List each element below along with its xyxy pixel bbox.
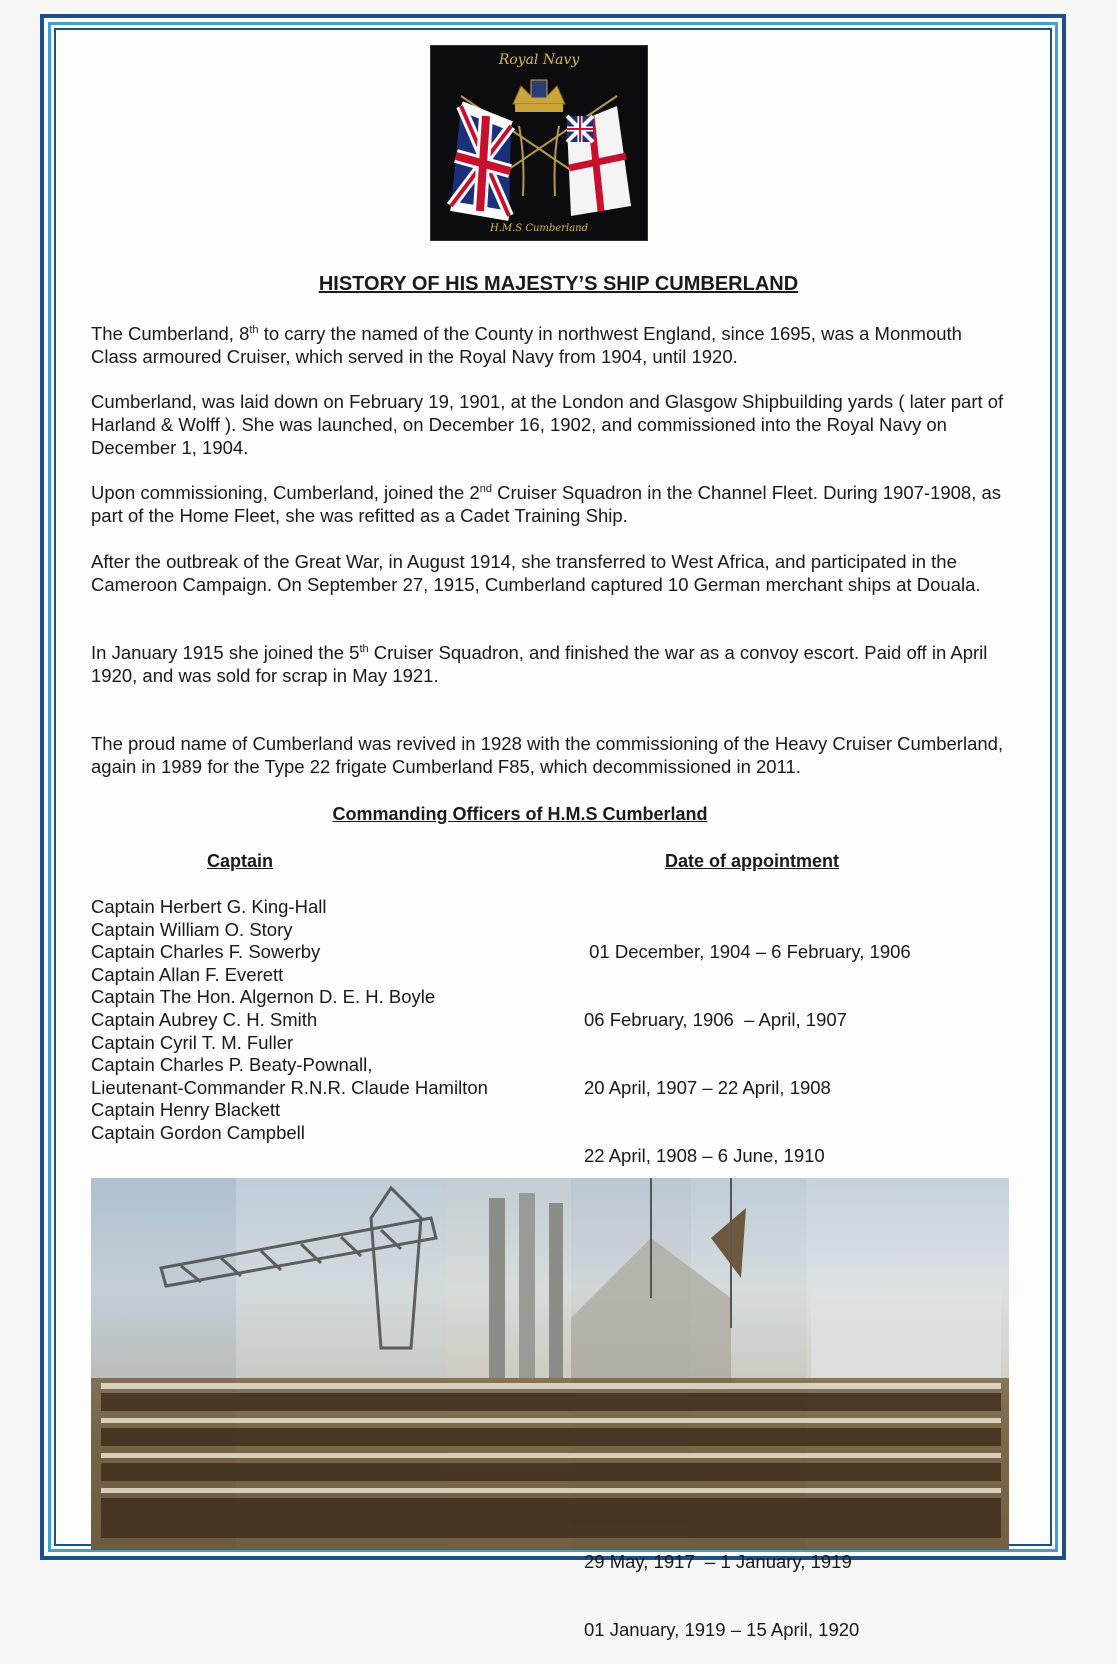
crest-top-text: Royal Navy (498, 52, 580, 68)
paragraph-commissioning: Upon commissioning, Cumberland, joined the 2nd Cruiser Squadron in the Channel Fleet. During 1907-1908, as part of the Home Fleet, she was refitted as a Cadet Training Ship. (91, 482, 1002, 526)
crest-bottom-text: H.M.S Cumberland (489, 223, 589, 234)
captain-entry: Captain Herbert G. King-Hall (91, 896, 327, 917)
captain-entry: Lieutenant-Commander R.N.R. Claude Hamilton (91, 1076, 488, 1098)
officers-heading: Commanding Officers of H.M.S Cumberland (332, 804, 708, 824)
paragraph-convoy: In January 1915 she joined the 5th Cruiser Squadron, and finished the war as a convoy escort. Paid off in April 1920, and was sold for scrap in May 1921. (91, 642, 988, 686)
royal-navy-crest-image (430, 45, 648, 241)
paragraph-intro: The Cumberland, 8th to carry the named of the County in northwest England, since 1695, was a Monmouth Class armoured Cruiser, which served in the Royal Navy from 1904, until 1920. (91, 323, 962, 367)
date-entry: 06 February, 1906 – April, 1907 (584, 1008, 847, 1030)
captain-entry: Captain Aubrey C. H. Smith (91, 1008, 318, 1030)
union-flag-icon (451, 106, 511, 216)
captain-entry: Captain Allan F. Everett (91, 963, 284, 985)
captain-column-header: Captain (207, 851, 274, 871)
captain-entry: Captain William O. Story (91, 918, 293, 940)
crew-photo-illustration (91, 1178, 1009, 1550)
date-entry: 22 April, 1908 – 6 June, 1910 (584, 1144, 825, 1166)
captain-entry: Captain Cyril T. M. Fuller (91, 1031, 294, 1053)
captain-entry: Captain Henry Blackett (91, 1099, 281, 1121)
paragraph-construction: Cumberland, was laid down on February 19, 1901, at the London and Glasgow Shipbuilding yards ( later part of Harland & Wolff ). She was launched, on December 16, 1902, and commissioned into the Royal Navy on December 1, 1904. (91, 391, 1004, 458)
captain-entry: Captain Charles F. Sowerby (91, 941, 321, 963)
ship-crew-panorama-photo (91, 1178, 1009, 1550)
captain-list (91, 896, 488, 1145)
white-ensign-icon (567, 106, 631, 216)
paragraph-great-war: After the outbreak of the Great War, in August 1914, she transferred to West Africa, and participated in the Cameroon Campaign. On September 27, 1915, Cumberland captured 10 German merchant ships at Douala. (91, 551, 981, 595)
captain-entry: Captain The Hon. Algernon D. E. H. Boyle (91, 986, 436, 1008)
date-entry: 01 January, 1919 – 15 April, 1920 (584, 1619, 860, 1640)
page-title: HISTORY OF HIS MAJESTY’S SHIP CUMBERLAND (318, 273, 799, 295)
date-entry: 20 April, 1907 – 22 April, 1908 (584, 1076, 831, 1098)
date-entry: 01 December, 1904 – 6 February, 1906 (584, 941, 911, 963)
crown-icon (513, 80, 565, 112)
date-entry: 29 May, 1917 – 1 January, 1919 (584, 1551, 852, 1573)
captain-entry: Captain Gordon Campbell (91, 1121, 305, 1143)
date-column-header: Date of appointment (665, 851, 839, 871)
paragraph-legacy: The proud name of Cumberland was revived in 1928 with the commissioning of the Heavy Cruiser Cumberland, again in 1989 for the Type 22 frigate Cumberland F85, which decommissioned in 2011. (91, 733, 1004, 777)
captain-entry: Captain Charles P. Beaty-Pownall, (91, 1054, 373, 1076)
crossed-flags-icon (431, 46, 647, 240)
